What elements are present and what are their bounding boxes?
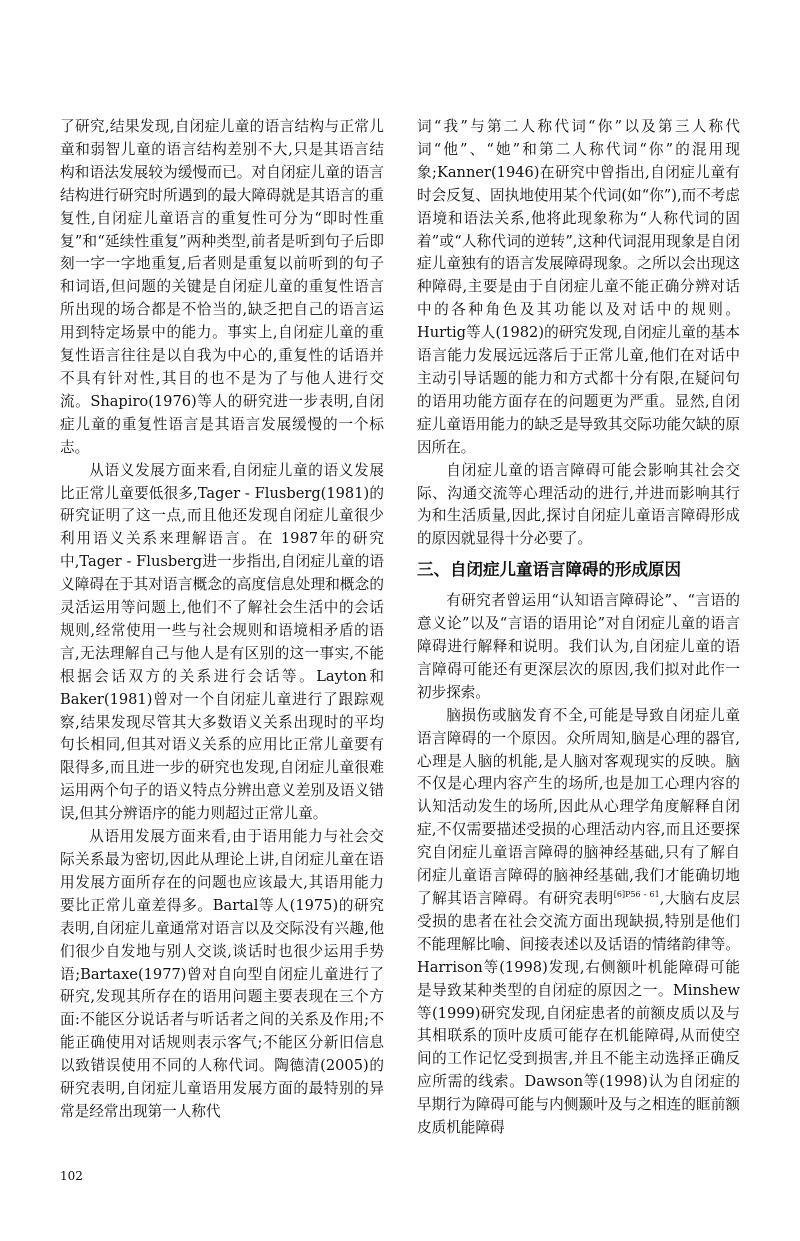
body-paragraph: 词“我”与第二人称代词“你”以及第三人称代词“他”、“她”和第二人称代词“你”的混用现象;Kanner(1946)在研究中曾指出,自闭症儿童有时会反复、固执地使用某个代词(如“你”),而不考虑语境和语法关系,他将此现象称为“人称代词的固着”或“人称代词的逆转”,这种代词混用现象是自闭症儿童独有的语言发展障碍现象。之所以会出现这种障碍,主要是由于自闭症儿童不能正确分辨对话中的各种角色及其功能以及对话中的规则。Hurtig等人(1982)的研究发现,自闭症儿童的基本语言能力发展远远落后于正常儿童,他们在对话中主动引导话题的能力和方式都十分有限,在疑问句的语用功能方面存在的问题更为严重。显然,自闭症儿童语用能力的缺乏是导致其交际功能欠缺的原因所在。 bbox=[417, 118, 740, 456]
paragraph-text: ,大脑右皮层受损的患者在社会交流方面出现缺损,特别是他们不能理解比喻、间接表述以及话语的情绪韵律等。Harrison等(1998)发现,右侧额叶机能障碍可能是导致某种类型的自闭症的原因之一。Minshew等(1999)研究发现,自闭症患者的前额皮质以及与其相联系的顶叶皮质可能存在机能障碍,从而使空间的工作记忆受到损害,并且不能主动选择正确反应所需的线索。Dawson等(1998)认为自闭症的早期行为障碍可能与内侧颞叶及与之相连的眶前额皮质机能障碍 bbox=[417, 890, 740, 1137]
body-paragraph: 从语义发展方面来看,自闭症儿童的语义发展比正常儿童要低很多,Tager - Flusberg(1981)的研究证明了这一点,而且他还发现自闭症儿童很少利用语义关系来理解语言。在 1987年的研究中,Tager - Flusberg进一步指出,自闭症儿童的语义障碍在于其对语言概念的高度信息处理和概念的灵活运用等问题上,他们不了解社会生活中的会话规则,经常使用一些与社会规则和语境相矛盾的语言,无法理解自己与他人是有区别的这一事实,不能根据会话双方的关系进行会话等。Layton和 Baker(1981)曾对一个自闭症儿童进行了跟踪观察,结果发现尽管其大多数语义关系出现时的平均句长相同,但其对语义关系的应用比正常儿童要有限得多,而且进一步的研究也发现,自闭症儿童很难运用两个句子的语义特点分辨出意义差别及语义错误,但其分辨语序的能力则超过正常儿童。 bbox=[60, 461, 384, 823]
body-paragraph: 了研究,结果发现,自闭症儿童的语言结构与正常儿童和弱智儿童的语言结构差别不大,只是其语言结构和语法发展较为缓慢而已。对自闭症儿童的语言结构进行研究时所遇到的最大障碍就是其语言的重复性,自闭症儿童语言的重复性可分为“即时性重复”和“延续性重复”两种类型,前者是听到句子后即刻一字一字地重复,后者则是重复以前听到的句子和词语,但问题的关键是自闭症儿童的重复性语言所出现的场合都是不恰当的,缺乏把自己的语言运用到特定场景中的能力。事实上,自闭症儿童的重复性语言往往是以自我为中心的,重复性的话语并不具有针对性,其目的也不是为了与他人进行交流。Shapiro(1976)等人的研究进一步表明,自闭症儿童的重复性语言是其语言发展缓慢的一个标志。 bbox=[60, 118, 384, 456]
page-number: 102 bbox=[60, 1169, 83, 1183]
paragraph-text: 脑损伤或脑发育不全,可能是导致自闭症儿童语言障碍的一个原因。众所周知,脑是心理的器官,心理是人脑的机能,是人脑对客观现实的反映。脑不仅是心理内容产生的场所,也是加工心理内容的认知活动发生的场所,因此从心理学角度解释自闭症,不仅需要描述受损的心理活动内容,而且还要探究自闭症儿童语言障碍的脑神经基础,只有了解自闭症儿童语言障碍的脑神经基础,我们才能确切地了解其语言障碍。有研究表明 bbox=[417, 706, 740, 907]
body-paragraph bbox=[417, 705, 740, 1140]
body-paragraph: 从语用发展方面来看,由于语用能力与社会交际关系最为密切,因此从理论上讲,自闭症儿童在语用发展方面所存在的问题也应该最大,其语用能力要比正常儿童差得多。Bartal等人(1975)的研究表明,自闭症儿童通常对语言以及交际没有兴趣,他们很少自发地与别人交谈,谈话时也很少运用手势语;Bartaxe(1977)曾对自向型自闭症儿童进行了研究,发现其所存在的语用问题主要表现在三个方面:不能区分说话者与听话者之间的关系及作用;不能正确使用对话规则表示客气;不能区分新旧信息以致错误使用不同的人称代词。陶德清(2005)的研究表明,自闭症儿童语用发展方面的最特别的异常是经常出现第一人称代 bbox=[60, 828, 384, 1120]
section-heading: 三、自闭症儿童语言障碍的形成原因 bbox=[417, 560, 681, 580]
body-paragraph: 自闭症儿童的语言障碍可能会影响其社会交际、沟通交流等心理活动的进行,并进而影响其行为和生活质量,因此,探讨自闭症儿童语言障碍形成的原因就显得十分必要了。 bbox=[417, 461, 740, 548]
right-column bbox=[417, 116, 740, 1140]
citation-reference: [6]P56 - 61 bbox=[613, 890, 660, 900]
body-paragraph: 有研究者曾运用“认知语言障碍论”、“言语的意义论”以及“言语的语用论”对自闭症儿童的语言障碍进行解释和说明。我们认为,自闭症儿童的语言障碍可能还有更深层次的原因,我们拟对此作一初步探索。 bbox=[417, 592, 740, 701]
left-column bbox=[60, 116, 384, 1124]
